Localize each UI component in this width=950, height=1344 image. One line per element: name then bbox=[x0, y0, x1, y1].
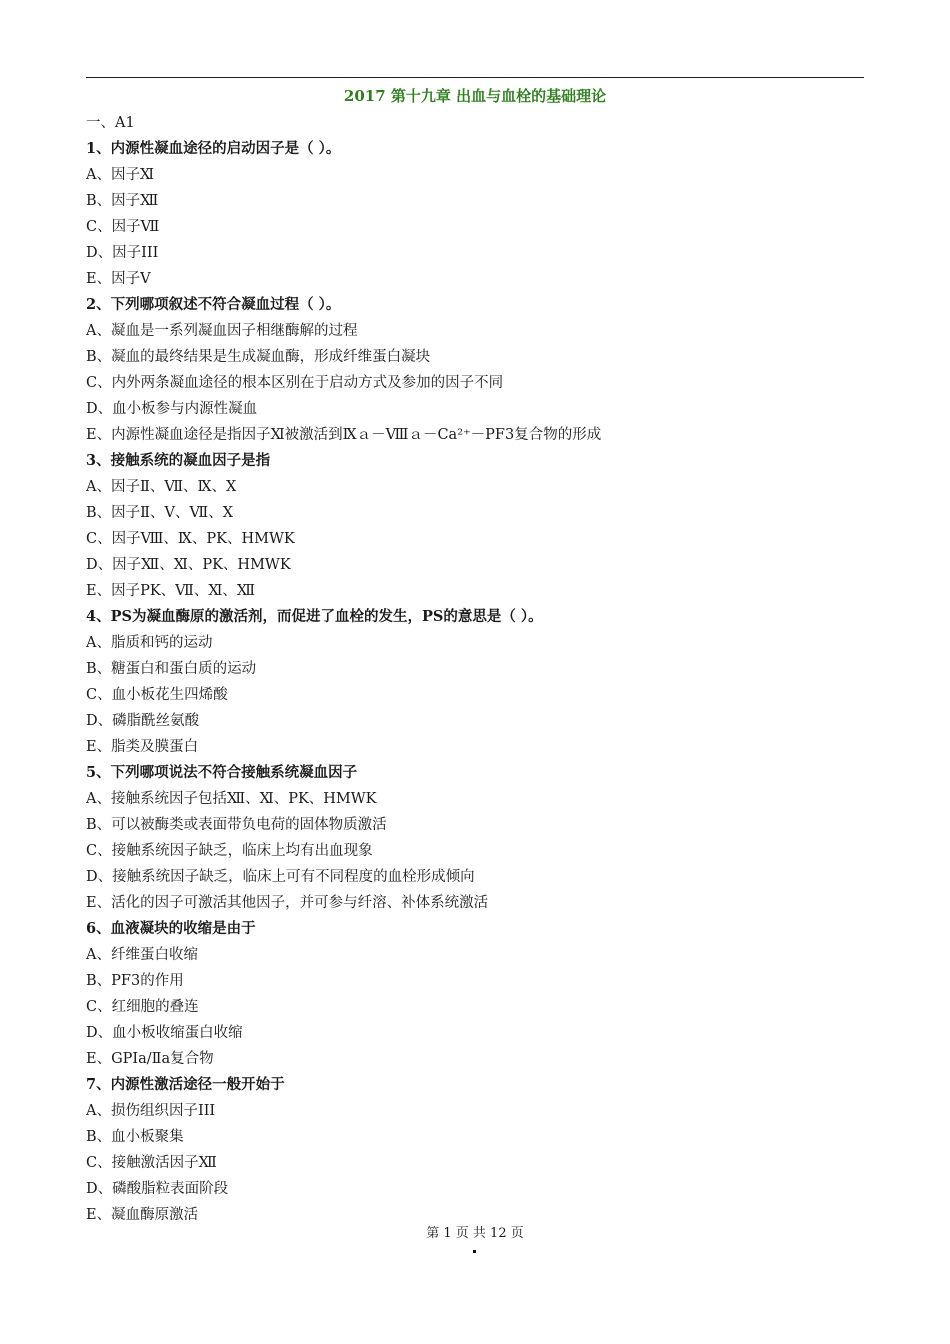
answer-option: C、内外两条凝血途径的根本区别在于启动方式及参加的因子不同 bbox=[86, 375, 504, 391]
answer-option: A、凝血是一系列凝血因子相继酶解的过程 bbox=[86, 323, 358, 339]
answer-option: E、活化的因子可激活其他因子，并可参与纤溶、补体系统激活 bbox=[86, 895, 489, 911]
answer-option: C、因子Ⅶ bbox=[86, 219, 160, 235]
answer-option: D、血小板参与内源性凝血 bbox=[86, 401, 258, 417]
answer-option: D、磷酸脂粒表面阶段 bbox=[86, 1181, 229, 1197]
question-stem: 4、PS为凝血酶原的激活剂，而促进了血栓的发生，PS的意思是（ ）。 bbox=[86, 608, 543, 625]
answer-option: A、损伤组织因子III bbox=[86, 1103, 216, 1119]
answer-option: D、磷脂酰丝氨酸 bbox=[86, 713, 200, 729]
question-stem: 1、内源性凝血途径的启动因子是（ ）。 bbox=[86, 140, 341, 157]
footer-dot bbox=[473, 1250, 476, 1253]
answer-option: E、因子Ⅴ bbox=[86, 271, 151, 287]
question-stem: 6、血液凝块的收缩是由于 bbox=[86, 920, 256, 937]
answer-option: B、糖蛋白和蛋白质的运动 bbox=[86, 661, 257, 677]
document-title: 2017 第十九章 出血与血栓的基础理论 bbox=[343, 87, 607, 105]
question-stem: 7、内源性激活途径一般开始于 bbox=[86, 1076, 285, 1093]
answer-option: B、因子Ⅻ bbox=[86, 193, 159, 209]
answer-option: D、因子Ⅻ、Ⅺ、PK、HMWK bbox=[86, 557, 291, 573]
answer-option: B、可以被酶类或表面带负电荷的固体物质激活 bbox=[86, 817, 387, 833]
answer-option: C、接触激活因子Ⅻ bbox=[86, 1155, 217, 1171]
answer-option: A、脂质和钙的运动 bbox=[86, 635, 213, 651]
section-heading: 一、A1 bbox=[86, 115, 135, 131]
answer-option: A、纤维蛋白收缩 bbox=[86, 947, 198, 963]
answer-option: B、PF3的作用 bbox=[86, 973, 184, 989]
question-list bbox=[86, 110, 866, 1228]
answer-option: D、血小板收缩蛋白收缩 bbox=[86, 1025, 243, 1041]
page-footer: 第 1 页 共 12 页 bbox=[426, 1226, 524, 1241]
answer-option: A、因子Ⅺ bbox=[86, 167, 155, 183]
answer-option: B、因子Ⅱ、Ⅴ、Ⅶ、Ⅹ bbox=[86, 505, 234, 521]
answer-option: A、因子Ⅱ、Ⅶ、Ⅸ、Ⅹ bbox=[86, 479, 237, 495]
answer-option: C、接触系统因子缺乏，临床上均有出血现象 bbox=[86, 843, 373, 859]
answer-option: E、内源性凝血途径是指因子Ⅺ被激活到Ⅸａ－Ⅷａ－Ca²⁺－PF3复合物的形成 bbox=[86, 427, 602, 443]
question-stem: 5、下列哪项说法不符合接触系统凝血因子 bbox=[86, 764, 358, 781]
answer-option: A、接触系统因子包括Ⅻ、Ⅺ、PK、HMWK bbox=[86, 791, 377, 807]
answer-option: C、红细胞的叠连 bbox=[86, 999, 199, 1015]
answer-option: E、凝血酶原激活 bbox=[86, 1207, 199, 1223]
answer-option: D、因子III bbox=[86, 245, 159, 261]
answer-option: E、脂类及膜蛋白 bbox=[86, 739, 199, 755]
answer-option: B、血小板聚集 bbox=[86, 1129, 184, 1145]
header-rule bbox=[86, 77, 864, 78]
answer-option: D、接触系统因子缺乏，临床上可有不同程度的血栓形成倾向 bbox=[86, 869, 475, 885]
question-stem: 3、接触系统的凝血因子是指 bbox=[86, 452, 271, 469]
answer-option: E、因子PK、Ⅶ、Ⅺ、Ⅻ bbox=[86, 583, 256, 599]
answer-option: C、因子Ⅷ、Ⅸ、PK、HMWK bbox=[86, 531, 295, 547]
question-stem: 2、下列哪项叙述不符合凝血过程（ ）。 bbox=[86, 296, 341, 313]
answer-option: B、凝血的最终结果是生成凝血酶，形成纤维蛋白凝块 bbox=[86, 349, 431, 365]
answer-option: E、GPⅠa/Ⅱa复合物 bbox=[86, 1051, 214, 1067]
answer-option: C、血小板花生四烯酸 bbox=[86, 687, 228, 703]
